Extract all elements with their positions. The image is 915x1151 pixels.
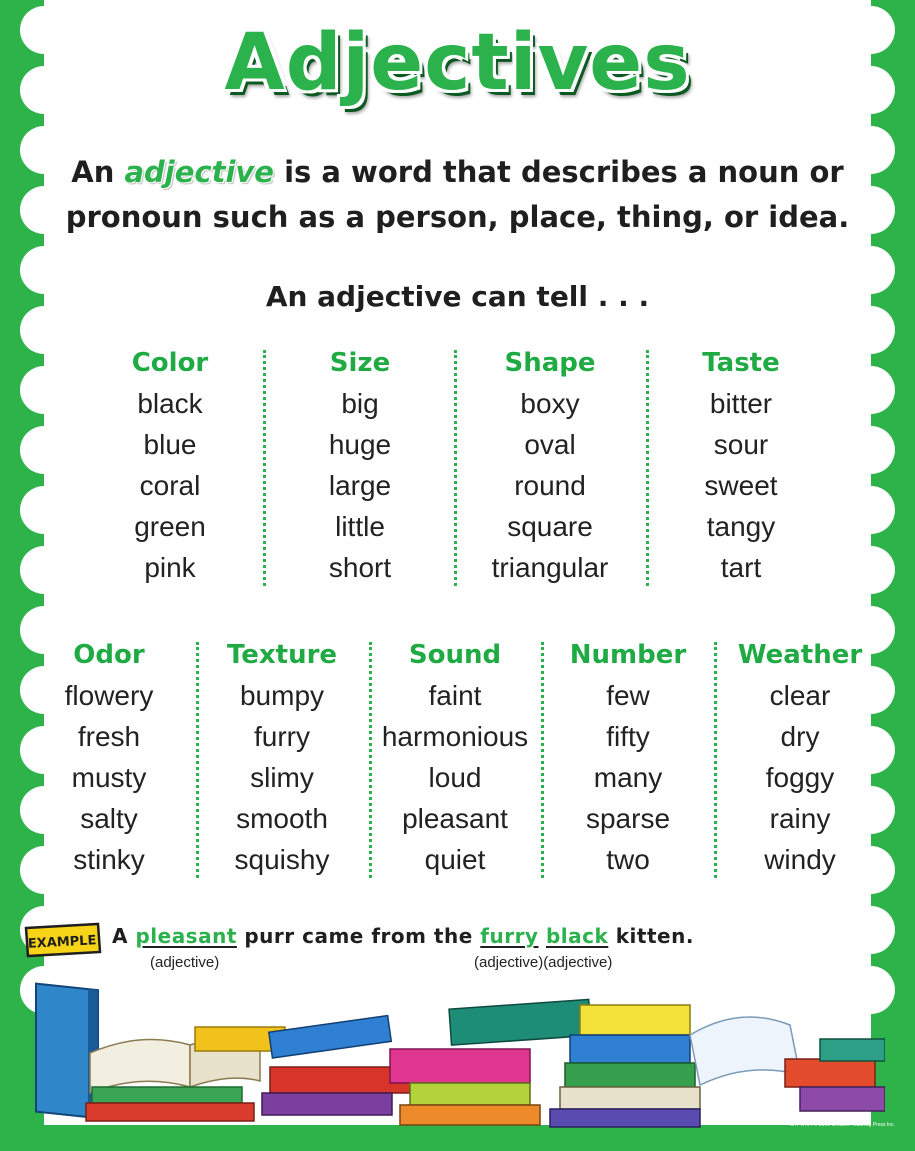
column-divider (369, 642, 372, 878)
category-word: blue (143, 429, 197, 460)
category-word: musty (71, 762, 147, 793)
category-word: bitter (709, 388, 773, 419)
subheading: An adjective can tell . . . (265, 280, 650, 313)
category-heading: Odor (73, 640, 145, 670)
category-word: big (341, 388, 379, 419)
category-weather (730, 635, 870, 880)
category-number (556, 635, 700, 880)
example-sentence (112, 924, 694, 948)
category-word: flowery (64, 680, 154, 711)
category-word: harmonious (381, 721, 529, 752)
category-color (95, 343, 245, 588)
definition-prefix: An (71, 155, 115, 189)
category-word: green (134, 511, 206, 542)
category-word: stinky (73, 844, 145, 875)
column-divider (454, 350, 457, 586)
category-word: squishy (234, 844, 330, 875)
page-title: Adjectives (224, 18, 691, 108)
category-heading: Number (569, 640, 687, 670)
example-badge-label: EXAMPLE (27, 933, 97, 952)
category-heading: Sound (408, 640, 502, 670)
example-adjective: black (545, 924, 609, 948)
category-word: rainy (769, 803, 831, 834)
category-word: dry (780, 721, 820, 752)
category-word: few (606, 680, 650, 711)
example-part: A (112, 924, 128, 948)
example-part: kitten. (615, 924, 694, 948)
category-word: many (593, 762, 663, 793)
example-adjective: pleasant (135, 924, 237, 948)
category-word: smooth (236, 803, 328, 834)
category-word: sour (713, 429, 769, 460)
category-word: salty (80, 803, 138, 834)
category-word: round (514, 470, 586, 501)
category-word: clear (769, 680, 831, 711)
definition-suffix: is a word that describes a noun or pronoun such as a person, place, thing, or idea. (65, 155, 850, 234)
category-word: large (328, 470, 392, 501)
category-word: tart (720, 552, 762, 583)
copyright-text: CTP 5704 © 2006 Creative Teaching Press Inc. (790, 1122, 895, 1128)
category-word: fifty (606, 721, 650, 752)
category-heading: Size (329, 348, 391, 378)
category-heading: Shape (504, 348, 596, 378)
category-word: tangy (706, 511, 776, 542)
category-texture (212, 635, 352, 880)
category-word: coral (139, 470, 201, 501)
example-badge (22, 922, 102, 958)
category-shape (470, 343, 630, 588)
category-heading: Weather (737, 640, 863, 670)
category-taste (666, 343, 816, 588)
category-word: pink (144, 552, 196, 583)
category-word: boxy (520, 388, 580, 419)
category-size (285, 343, 435, 588)
category-word: slimy (250, 762, 314, 793)
column-divider (646, 350, 649, 586)
category-odor (48, 635, 170, 880)
definition-keyword: adjective (124, 155, 274, 189)
category-word: oval (524, 429, 576, 460)
column-divider (196, 642, 199, 878)
category-word: black (137, 388, 203, 419)
category-heading: Color (131, 348, 209, 378)
category-heading: Taste (702, 348, 780, 378)
category-word: furry (254, 721, 310, 752)
category-heading: Texture (226, 640, 338, 670)
category-word: little (335, 511, 385, 542)
category-word: huge (328, 429, 392, 460)
category-word: pleasant (402, 803, 508, 834)
example-adjective: furry (480, 924, 539, 948)
category-sound (374, 635, 536, 880)
adjective-label: (adjective) (150, 954, 220, 971)
column-divider (714, 642, 717, 878)
category-word: windy (764, 844, 836, 875)
adjective-label: (adjective)(adjective) (474, 954, 613, 971)
category-word: sparse (585, 803, 671, 834)
column-divider (541, 642, 544, 878)
category-word: two (606, 844, 650, 875)
books-illustration (30, 975, 885, 1151)
category-word: fresh (77, 721, 141, 752)
category-word: quiet (424, 844, 486, 875)
category-word: bumpy (239, 680, 325, 711)
category-word: loud (428, 762, 482, 793)
category-word: faint (428, 680, 482, 711)
category-word: square (507, 511, 593, 542)
category-word: triangular (491, 552, 609, 583)
example-part: purr came from the (244, 924, 473, 948)
category-word: foggy (765, 762, 835, 793)
category-word: short (328, 552, 392, 583)
category-word: sweet (704, 470, 778, 501)
column-divider (263, 350, 266, 586)
definition-text (60, 150, 855, 240)
